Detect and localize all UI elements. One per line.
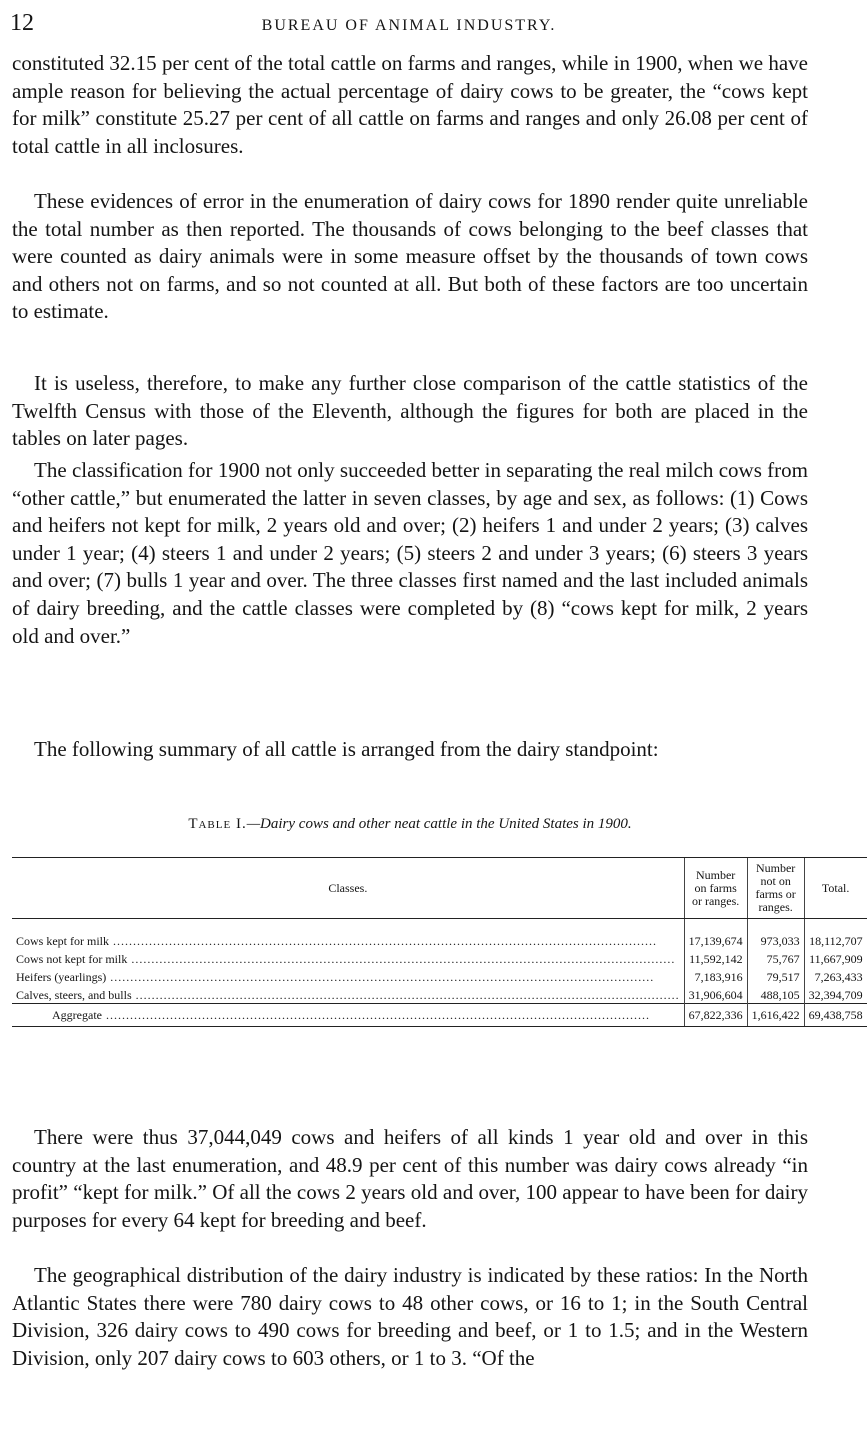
table-caption-label: Table I. <box>188 816 247 832</box>
page-header <box>10 10 808 40</box>
row-on-farms: 31,906,604 <box>684 985 747 1004</box>
row-class: Cows kept for milk ..... <box>12 919 684 950</box>
table-row <box>12 949 867 967</box>
paragraph-3: It is useless, therefore, to make any further close comparison of the cattle statistics of the Twelfth Census with those of the Eleventh, although the figures for both are placed in the tables on later pages. <box>12 371 808 451</box>
column-header-not-on-farms: Number not on farms or ranges. <box>747 858 804 919</box>
aggregate-total: 69,438,758 <box>804 1004 867 1027</box>
table-header-row <box>12 858 867 919</box>
row-not-on-farms: 75,767 <box>747 949 804 967</box>
running-title: BUREAU OF ANIMAL INDUSTRY. <box>261 17 557 34</box>
aggregate-not-on-farms: 1,616,422 <box>747 1004 804 1027</box>
row-not-on-farms: 79,517 <box>747 967 804 985</box>
paragraph-7: The geographical distribution of the dairy industry is indicated by these ratios: In the North Atlantic States there were 780 dairy cows to 48 other cows, or 16 to 1; in the South Central Division, 326 dairy cows to 490 cows for breeding and beef, or 1 to 1.5; and in the Western Division, only 207 dairy cows to 603 others, or 1 to 3. “Of the <box>12 1263 808 1370</box>
row-class: Heifers (yearlings) ..... <box>12 967 684 985</box>
paragraph-1: constituted 32.15 per cent of the total cattle on farms and ranges, while in 1900, when we have ample reason for believing the actual percentage of dairy cows to be greater, the “cows kept for milk” constitute 25.27 per cent of all cattle on farms and ranges and only 26.08 per cent of total cattle in all inclosures. <box>12 51 808 158</box>
aggregate-on-farms: 67,822,336 <box>684 1004 747 1027</box>
row-on-farms: 11,592,142 <box>684 949 747 967</box>
table-row <box>12 985 867 1004</box>
table-row <box>12 919 867 950</box>
page-number: 12 <box>10 10 34 36</box>
aggregate-row <box>12 1004 867 1027</box>
aggregate-label: Aggregate ..... <box>12 1004 684 1027</box>
row-total: 32,394,709 <box>804 985 867 1004</box>
row-total: 7,263,433 <box>804 967 867 985</box>
table-caption <box>12 816 808 833</box>
paragraph-6: There were thus 37,044,049 cows and heifers of all kinds 1 year old and over in this country at the last enumeration, and 48.9 per cent of this number was dairy cows already “in profit” “kept for milk.” Of all the cows 2 years old and over, 100 appear to have been for dairy purposes for every 64 kept for breeding and beef. <box>12 1125 808 1232</box>
row-not-on-farms: 488,105 <box>747 985 804 1004</box>
table-caption-text: —Dairy cows and other neat cattle in the United States in 1900. <box>246 816 632 832</box>
row-class: Cows not kept for milk ..... <box>12 949 684 967</box>
cattle-table <box>12 857 867 1027</box>
column-header-on-farms: Number on farms or ranges. <box>684 858 747 919</box>
paragraph-4: The classification for 1900 not only succeeded better in separating the real milch cows from “other cattle,” but enumerated the latter in seven classes, by age and sex, as follows: (1) Cows and heifers not kept for milk, 2 years old and over; (2) heifers 1 and under 2 years; (3) calves under 1 year; (4) steers 1 and under 2 years; (5) steers 2 and under 3 years; (6) steers 3 years and over; (7) bulls 1 year and over. The three classes first named and the last included animals of dairy breeding, and the cattle classes were completed by (8) “cows kept for milk, 2 years old and over.” <box>12 458 808 648</box>
table-row <box>12 967 867 985</box>
row-class: Calves, steers, and bulls ..... <box>12 985 684 1004</box>
row-total: 18,112,707 <box>804 919 867 950</box>
paragraph-5: The following summary of all cattle is arranged from the dairy standpoint: <box>34 737 659 761</box>
row-on-farms: 17,139,674 <box>684 919 747 950</box>
row-total: 11,667,909 <box>804 949 867 967</box>
row-on-farms: 7,183,916 <box>684 967 747 985</box>
row-not-on-farms: 973,033 <box>747 919 804 950</box>
column-header-total: Total. <box>804 858 867 919</box>
column-header-classes: Classes. <box>12 858 684 919</box>
paragraph-2: These evidences of error in the enumeration of dairy cows for 1890 render quite unreliable the total number as then reported. The thousands of cows belonging to the beef classes that were counted as dairy animals were in some measure offset by the thousands of town cows and others not on farms, and so not counted at all. But both of these factors are too uncertain to estimate. <box>12 189 808 324</box>
